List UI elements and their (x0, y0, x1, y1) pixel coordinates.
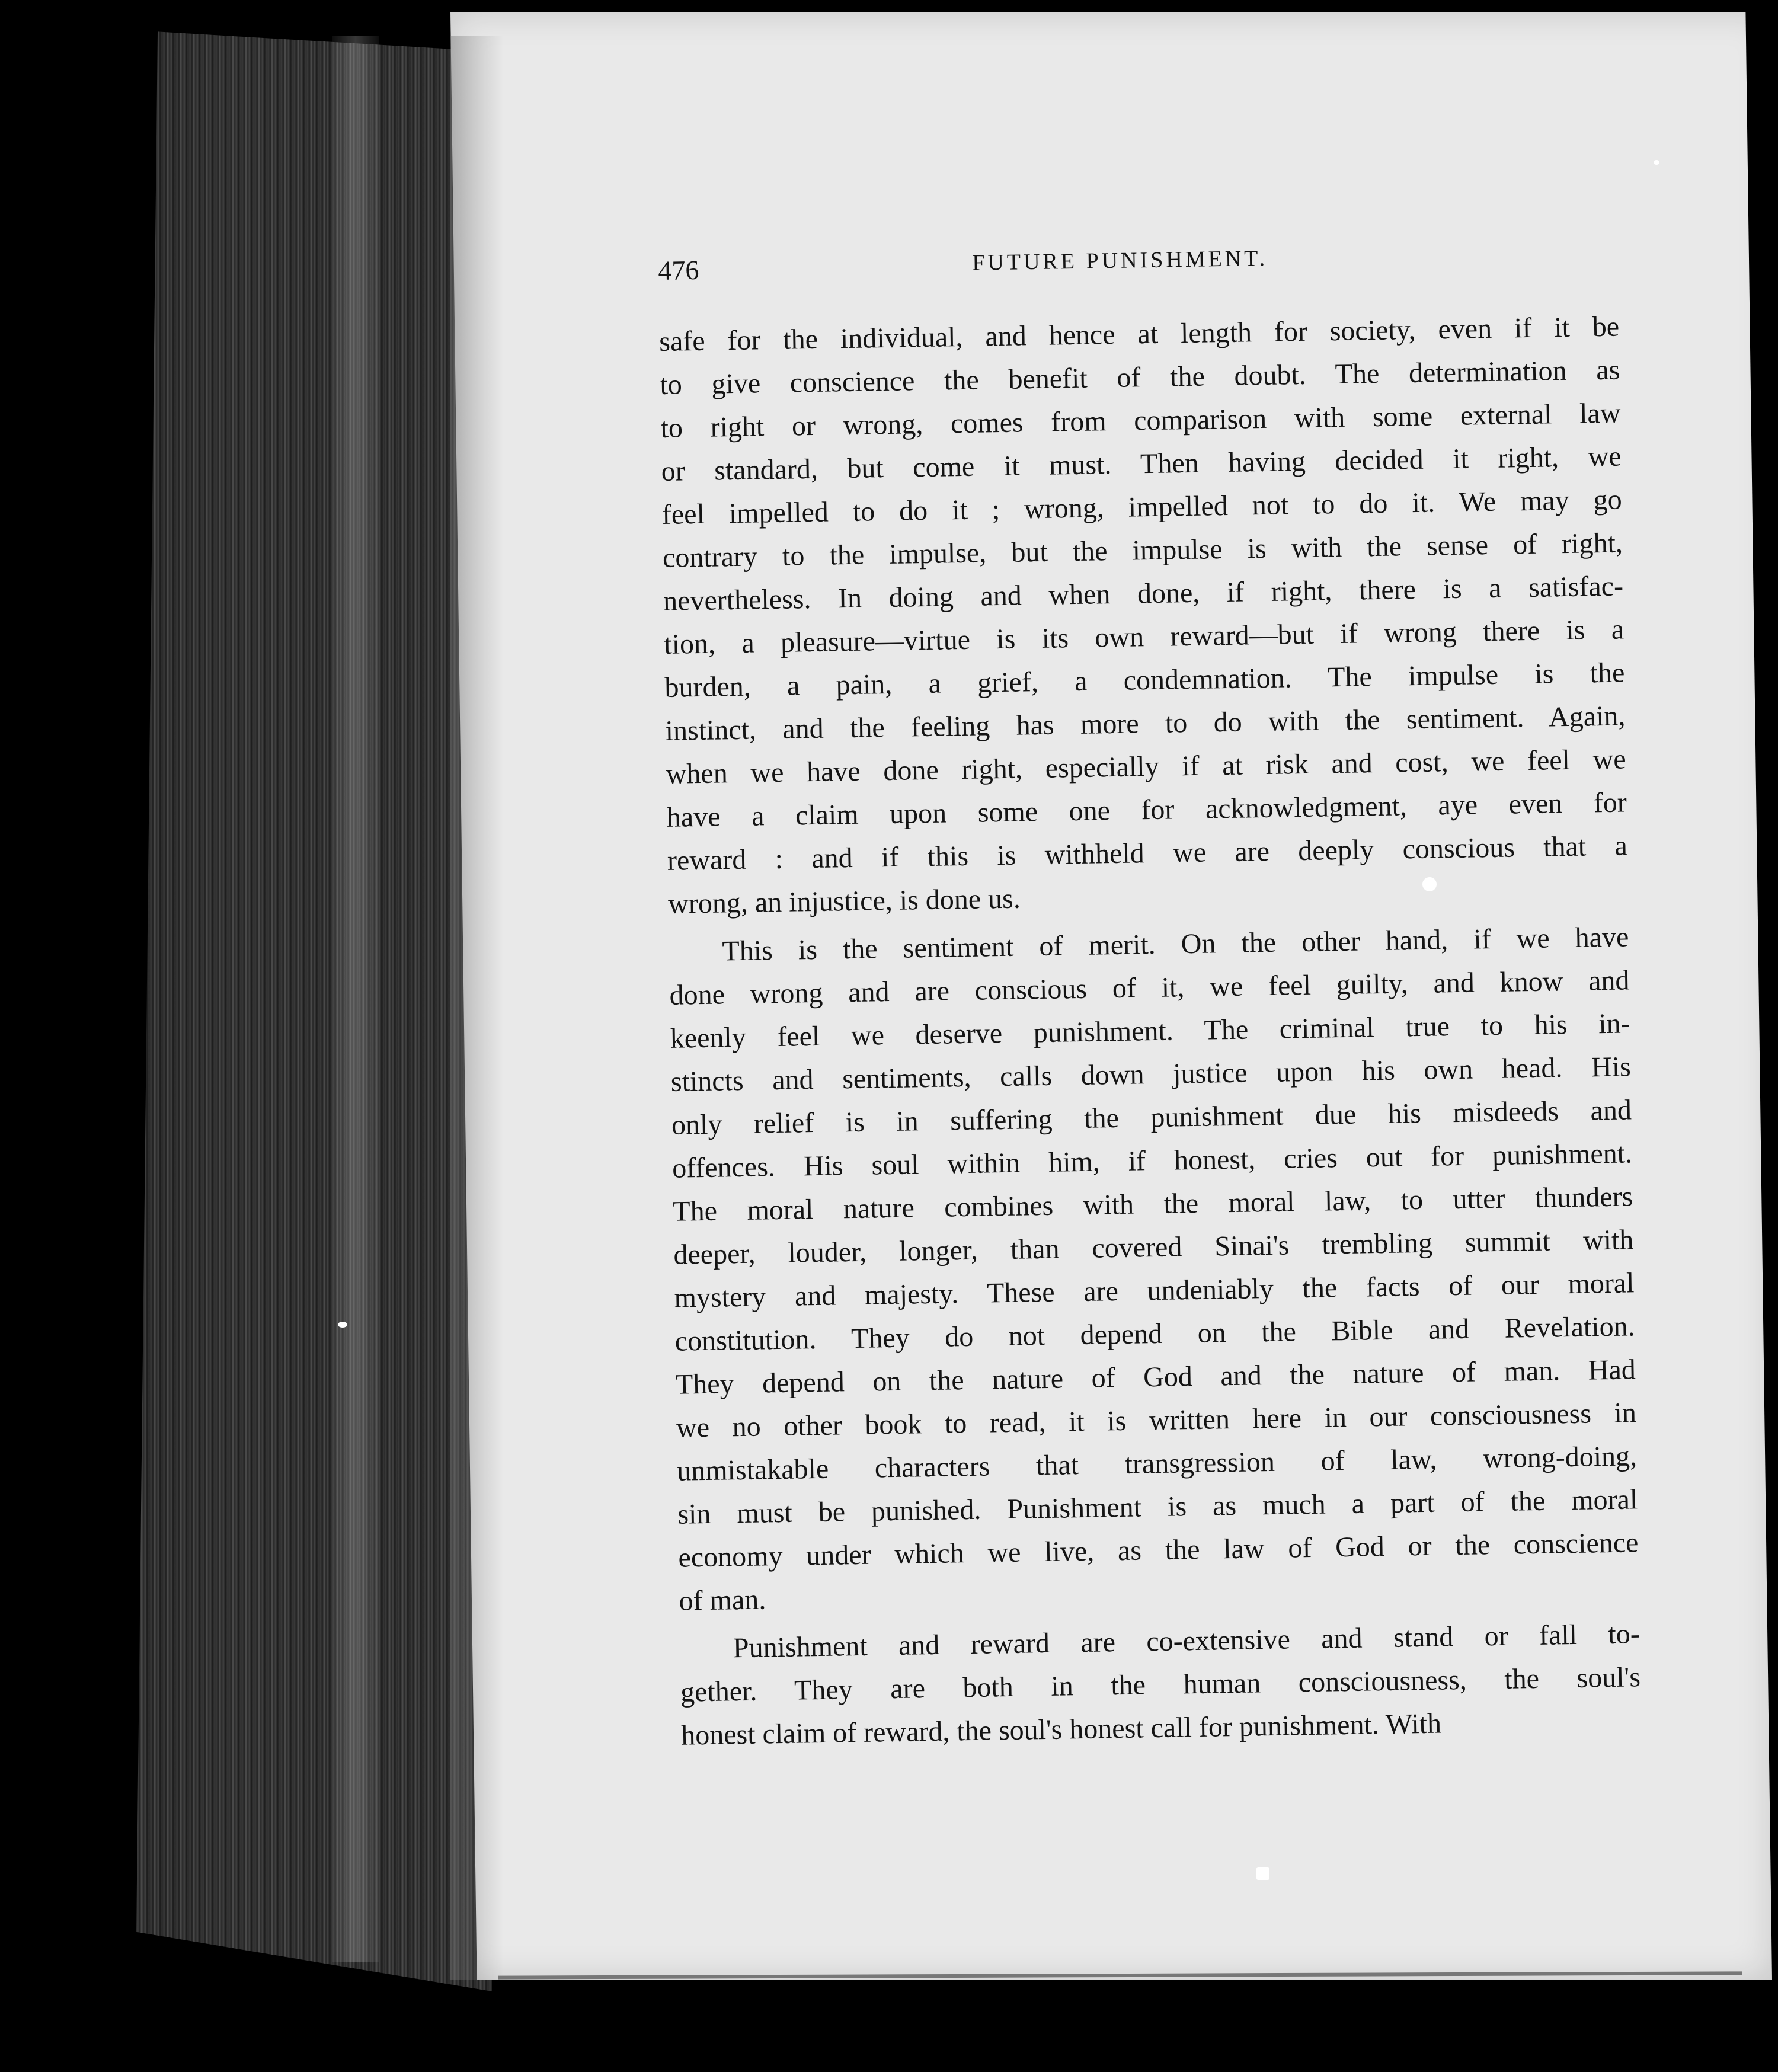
text-line: safe for the individual, and hence at length for society, even if it be (658, 311, 1620, 357)
text-line: deeper, louder, longer, than covered Sinai's trembling summit with (673, 1224, 1634, 1271)
running-title: FUTURE PUNISHMENT. (971, 245, 1268, 276)
text-line: of man. (679, 1584, 766, 1617)
text-line: contrary to the impulse, but the impulse is with the sense of right, (662, 527, 1623, 574)
book-page-edges (136, 12, 492, 1991)
text-line: or standard, but come it must. Then having decided it right, we (661, 440, 1622, 487)
text-line: burden, a pain, a grief, a condemnation. The impulse is the (664, 657, 1625, 704)
text-line: sin must be punished. Punishment is as much a part of the moral (677, 1483, 1638, 1530)
text-line: we no other book to read, it is written here in our consciousness in (676, 1397, 1637, 1444)
text-line: instinct, and the feeling has more to do with the sentiment. Again, (665, 700, 1626, 747)
body-text (659, 305, 1642, 1757)
text-line: gether. They are both in the human consciousness, the soul's (680, 1661, 1641, 1708)
paragraph (659, 305, 1629, 926)
text-line: done wrong and are conscious of it, we feel guilty, and know and (669, 964, 1630, 1011)
text-line: when we have done right, especially if at risk and cost, we feel we (666, 743, 1626, 790)
text-line: honest claim of reward, the soul's honest call for punishment. With (680, 1708, 1442, 1751)
text-line: to give conscience the benefit of the doubt. The determination as (660, 354, 1620, 401)
dust-speck (1654, 160, 1659, 165)
text-line: constitution. They do not depend on the Bible and Revelation. (674, 1310, 1636, 1357)
text-line: keenly feel we deserve punishment. The criminal true to his in- (670, 1008, 1630, 1054)
page-text-block (658, 240, 1642, 1757)
page-number: 476 (658, 254, 699, 286)
text-line: to right or wrong, comes from comparison with some external law (660, 397, 1621, 444)
dust-speck (1256, 1867, 1269, 1880)
text-line: stincts and sentiments, calls down justice upon his own head. His (670, 1051, 1632, 1098)
dust-speck (338, 1322, 347, 1328)
text-line: mystery and majesty. These are undeniably the facts of our moral (674, 1267, 1635, 1314)
text-line: only relief is in suffering the punishment due his misdeeds and (671, 1094, 1632, 1141)
text-line: Punishment and reward are co-extensive and stand or fall to- (733, 1618, 1641, 1664)
text-line: unmistakable characters that transgression of law, wrong-doing, (676, 1440, 1638, 1487)
text-line: This is the sentiment of merit. On the other hand, if we have (722, 921, 1629, 967)
text-line: reward : and if this is withheld we are deeply conscious that a (667, 830, 1628, 877)
text-line: wrong, an injustice, is done us. (667, 882, 1021, 920)
text-line: economy under which we live, as the law of God or the conscience (678, 1527, 1639, 1574)
text-line: tion, a pleasure—virtue is its own reward—but if wrong there is a (663, 613, 1624, 660)
paragraph (669, 915, 1639, 1622)
text-line: feel impelled to do it ; wrong, impelled not to do it. We may go (661, 484, 1623, 530)
text-line: They depend on the nature of God and the nature of man. Had (675, 1354, 1636, 1400)
text-line: have a claim upon some one for acknowledgment, aye even for (666, 786, 1627, 833)
text-line: The moral nature combines with the moral law, to utter thunders (672, 1181, 1633, 1227)
gutter-shadow (450, 36, 504, 1980)
paragraph (679, 1612, 1641, 1757)
text-line: nevertheless. In doing and when done, if right, there is a satisfac- (663, 570, 1624, 617)
text-line: offences. His soul within him, if honest, cries out for punishment. (671, 1137, 1633, 1184)
page-edge-highlight (332, 36, 379, 1962)
